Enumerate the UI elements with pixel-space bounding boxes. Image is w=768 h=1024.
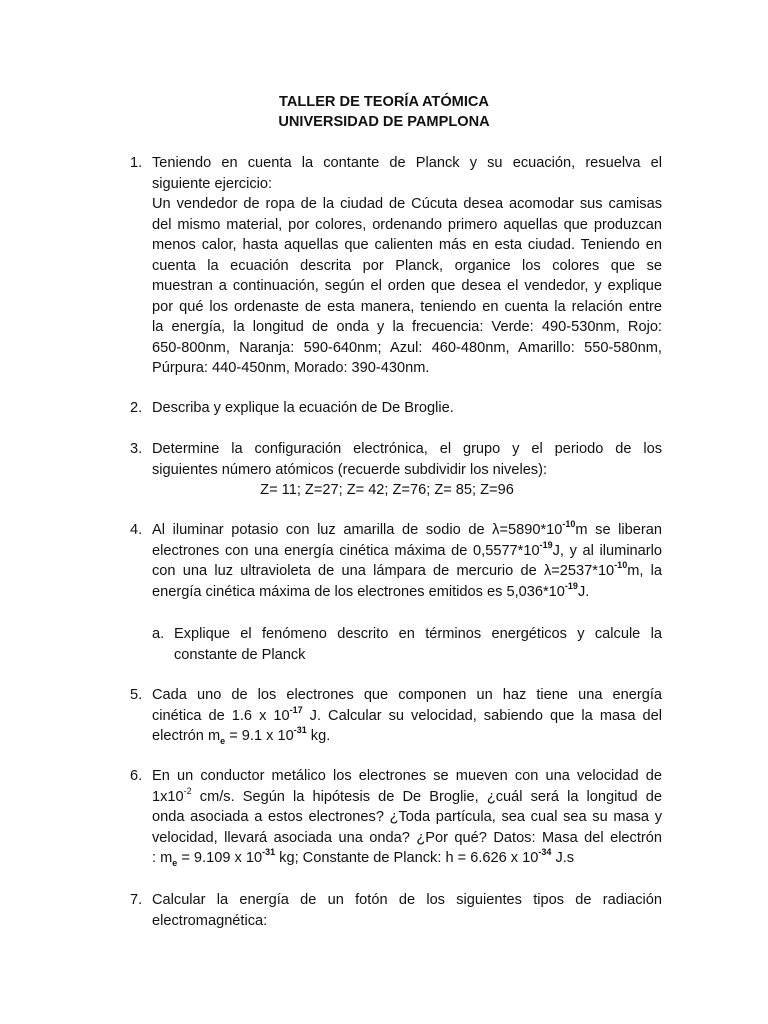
question-4 — [130, 520, 662, 602]
question-number: 2. — [130, 400, 143, 416]
text-line: Púrpura: 440-450nm, Morado: 390-430nm. — [152, 360, 430, 376]
text-line: cinética de 1.6 x $10^{-17}$ J. Calcular su velocidad, sabiendo que la masa del — [152, 704, 663, 724]
text-line: por qué los ordenaste de esta manera, teniendo en cuenta la relación entre — [152, 298, 662, 315]
text-line: cuenta la ecuación descrita por Planck, organice los colores que se — [152, 257, 662, 274]
text-line: Calcular la energía de un fotón de los siguientes tipos de radiación — [152, 892, 662, 908]
text-line: 650-800nm, Naranja: 590-640nm; Azul: 460-480nm, Amarillo: 550-580nm, — [152, 339, 662, 356]
atomic-numbers: Z= 11; Z=27; Z= 42; Z=76; Z= 85; Z=96 — [260, 482, 514, 498]
question-number: 5. — [130, 687, 143, 703]
question-6 — [130, 766, 662, 869]
text-line: velocidad, llevará asociada una onda? ¿Por qué? Datos: Masa del electrón — [152, 829, 662, 846]
text-line: $1x10^{-2}$ cm/s. Según la hipótesis de De Broglie, ¿cuál será la longitud de — [152, 785, 662, 805]
text-line: onda asociada a estos electrones? ¿Toda partícula, sea cual sea su masa y — [152, 809, 662, 825]
question-4a — [152, 624, 662, 665]
text-line: electrones con una energía cinética máxima de $0,5577*10^{-19}J$, y al iluminarlo — [152, 539, 663, 559]
question-number: 7. — [130, 892, 143, 908]
text-line: electrón $m_e = 9.1$ x $10^{-31}$ kg. — [152, 725, 331, 746]
text-line: Determine la configuración electrónica, el grupo y el periodo de los — [152, 441, 662, 457]
text-line: la energía, la longitud de onda y la frecuencia: Verde: 490-530nm, Rojo: — [152, 319, 662, 335]
document-title: TALLER DE TEORÍA ATÓMICA — [279, 94, 489, 110]
text-line: siguiente ejercicio: — [152, 175, 273, 192]
university-name: UNIVERSIDAD DE PAMPLONA — [278, 114, 490, 130]
question-2 — [130, 398, 662, 419]
text-line: Un vendedor de ropa de la ciudad de Cúcuta desea acomodar sus camisas — [152, 196, 662, 212]
text-line: En un conductor metálico los electrones se mueven con una velocidad de — [152, 768, 662, 784]
text-line: Al iluminar potasio con luz amarilla de sodio de $\lambda=5890*10^{-10}m$ se liberan — [152, 519, 662, 538]
question-7 — [130, 890, 662, 931]
question-3 — [130, 439, 662, 501]
text-line: : $m_e = 9.109$ x $10^{-31}$ kg; Constante de Planck: h = 6.626 x $10^{-34}$ J.s — [152, 847, 575, 868]
text-line: Explique el fenómeno descrito en términos energéticos y calcule la — [174, 626, 662, 642]
question-1 — [130, 153, 662, 379]
text-line: del mismo material, por colores, ordenando primero aquellas que produzcan — [152, 216, 662, 233]
question-number: 6. — [130, 768, 143, 784]
text-line: constante de Planck — [174, 646, 306, 663]
question-number: 3. — [130, 441, 143, 457]
text-line: energía cinética máxima de los electrones emitidos es $5,036*10^{-19}J$. — [152, 580, 590, 600]
text-line: Teniendo en cuenta la contante de Planck y su ecuación, resuelva el — [152, 155, 662, 171]
text-line: con una luz ultravioleta de una lámpara de mercurio de $\lambda=2537*10^{-10}m$, la — [152, 560, 663, 579]
text-line: menos calor, hasta aquellas que calienten más en esta ciudad. Teniendo en — [152, 237, 662, 253]
sub-question-letter: a. — [152, 626, 165, 642]
question-number: 1. — [130, 155, 143, 171]
question-number: 4. — [130, 522, 143, 538]
text-line: Describa y explique la ecuación de De Broglie. — [152, 400, 454, 416]
text-line: electromagnética: — [152, 912, 268, 929]
text-line: siguientes número atómicos (recuerde subdividir los niveles): — [152, 461, 548, 478]
question-5 — [130, 685, 662, 747]
text-line: Cada uno de los electrones que componen un haz tiene una energía — [152, 687, 662, 703]
text-line: muestran a continuación, según el orden que desea el vendedor, y explique — [152, 278, 662, 294]
